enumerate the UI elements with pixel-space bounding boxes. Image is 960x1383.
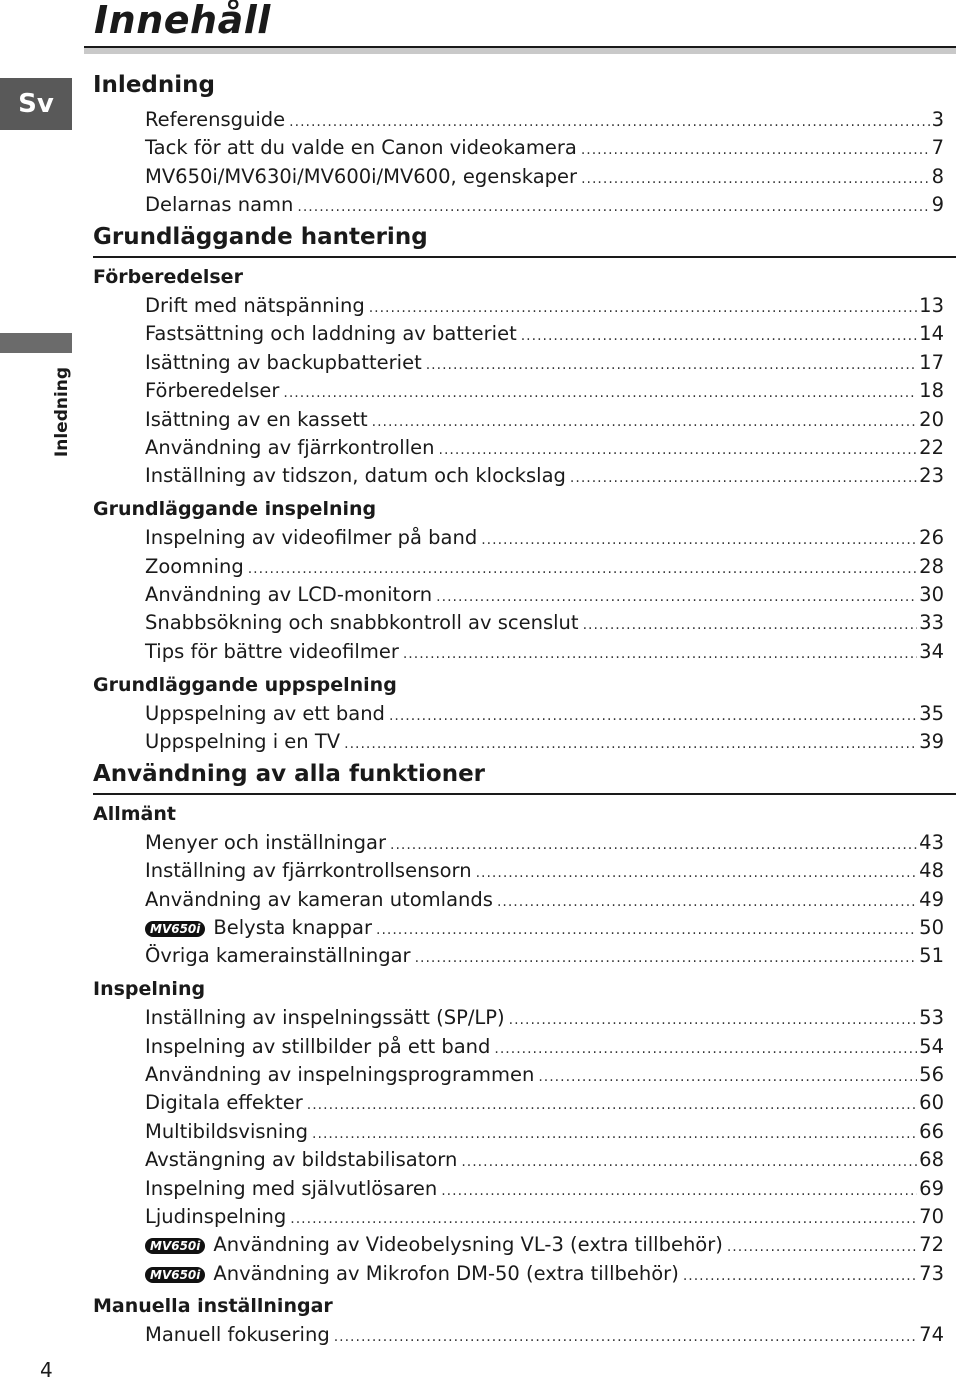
toc-entry-title: Inställning av fjärrkontrollsensorn xyxy=(145,859,472,882)
toc-entry-page-number: 17 xyxy=(919,351,944,374)
toc-entry[interactable] xyxy=(145,1203,944,1233)
dot-leader xyxy=(372,408,918,436)
dot-leader xyxy=(497,888,917,916)
toc-entry[interactable] xyxy=(145,1175,944,1205)
section-heading: Förberedelser xyxy=(93,266,243,288)
toc-entry-title: Användning av kameran utomlands xyxy=(145,888,493,911)
toc-entry-title: Användning av fjärrkontrollen xyxy=(145,436,435,459)
toc-entry-title: Avstängning av bildstabilisatorn xyxy=(145,1148,458,1171)
toc-entry[interactable] xyxy=(145,406,944,436)
chapter-heading: Grundläggande hantering xyxy=(93,224,428,250)
toc-entry-title: Tack för att du valde en Canon videokamera xyxy=(145,136,577,159)
toc-entry-title: Isättning av backupbatteriet xyxy=(145,351,422,374)
toc-entry[interactable] xyxy=(145,191,944,221)
toc-entry-page-number: 49 xyxy=(919,888,944,911)
toc-entry[interactable] xyxy=(145,292,944,322)
dot-leader xyxy=(426,351,917,379)
toc-entry[interactable] xyxy=(145,377,944,407)
toc-entry-title: Referensguide xyxy=(145,108,286,131)
dot-leader xyxy=(307,1091,917,1119)
toc-entry-page-number: 7 xyxy=(931,136,944,159)
toc-entry[interactable] xyxy=(145,728,944,758)
dot-leader xyxy=(476,859,918,887)
section-heading: Grundläggande inspelning xyxy=(93,498,377,520)
dot-leader xyxy=(389,702,917,730)
toc-entry-page-number: 13 xyxy=(919,294,944,317)
dot-leader xyxy=(403,640,917,668)
dot-leader xyxy=(283,379,917,407)
toc-entry-page-number: 22 xyxy=(919,436,944,459)
dot-leader xyxy=(461,1148,917,1176)
model-badge: MV650i xyxy=(145,921,205,937)
dot-leader xyxy=(583,611,918,639)
dot-leader xyxy=(344,730,917,758)
toc-entry-page-number: 18 xyxy=(919,379,944,402)
toc-entry[interactable] xyxy=(145,1321,944,1351)
toc-entry[interactable] xyxy=(145,163,944,193)
model-badge: MV650i xyxy=(145,1238,205,1254)
section-heading: Manuella inställningar xyxy=(93,1295,333,1317)
toc-entry-page-number: 3 xyxy=(931,108,944,131)
toc-entry-page-number: 56 xyxy=(919,1063,944,1086)
toc-entry-title: Fastsättning och laddning av batteriet xyxy=(145,322,517,345)
toc-entry-page-number: 73 xyxy=(919,1262,944,1285)
dot-leader xyxy=(376,916,917,944)
toc-entry[interactable] xyxy=(145,524,944,554)
dot-leader xyxy=(481,526,917,554)
toc-entry[interactable] xyxy=(145,700,944,730)
toc-entry[interactable] xyxy=(145,134,944,164)
toc-entry-title: Snabbsökning och snabbkontroll av scenslut xyxy=(145,611,579,634)
toc-entry-page-number: 34 xyxy=(919,640,944,663)
toc-entry-page-number: 28 xyxy=(919,555,944,578)
toc-entry-page-number: 48 xyxy=(919,859,944,882)
toc-entry[interactable] xyxy=(145,106,944,136)
chapter-rule xyxy=(93,793,956,795)
dot-leader xyxy=(439,436,918,464)
toc-entry-page-number: 70 xyxy=(919,1205,944,1228)
toc-entry-title: Inspelning av stillbilder på ett band xyxy=(145,1035,491,1058)
dot-leader xyxy=(290,1205,917,1233)
toc-entry-title: Övriga kamerainställningar xyxy=(145,944,411,967)
dot-leader xyxy=(436,583,917,611)
toc-entry[interactable] xyxy=(145,434,944,464)
toc-entry-page-number: 14 xyxy=(919,322,944,345)
dot-leader xyxy=(581,165,930,193)
toc-entry-title: Tips för bättre videofilmer xyxy=(145,640,399,663)
toc-entry-title: Inspelning av videofilmer på band xyxy=(145,526,478,549)
toc-entry[interactable] xyxy=(145,320,944,350)
toc-entry-page-number: 35 xyxy=(919,702,944,725)
toc-entry[interactable] xyxy=(145,462,944,492)
toc-entry[interactable] xyxy=(145,553,944,583)
toc-entry-title: Ljudinspelning xyxy=(145,1205,287,1228)
chapter-heading: Inledning xyxy=(93,72,215,98)
toc-entry[interactable] xyxy=(145,349,944,379)
section-heading: Inspelning xyxy=(93,978,206,1000)
dot-leader xyxy=(415,944,918,972)
model-badge: MV650i xyxy=(145,1267,205,1283)
toc-entry[interactable] xyxy=(145,609,944,639)
dot-leader xyxy=(509,1006,918,1034)
toc-entry-title: Drift med nätspänning xyxy=(145,294,365,317)
dot-leader xyxy=(727,1233,917,1261)
dot-leader xyxy=(369,294,917,322)
toc-entry-title: Manuell fokusering xyxy=(145,1323,330,1346)
toc-entry[interactable] xyxy=(145,1089,944,1119)
toc-entry-title: Användning av Mikrofon DM-50 (extra tillbehör) xyxy=(213,1262,679,1285)
toc-entry-title: Digitala effekter xyxy=(145,1091,303,1114)
dot-leader xyxy=(570,464,917,492)
side-chapter-label: Inledning xyxy=(52,366,72,458)
page-number: 4 xyxy=(40,1358,53,1382)
toc-entry-title: Multibildsvisning xyxy=(145,1120,309,1143)
language-tab: Sv xyxy=(0,78,72,130)
toc-entry-title: Användning av inspelningsprogrammen xyxy=(145,1063,535,1086)
toc-entry[interactable] xyxy=(145,1231,944,1261)
toc-entry-page-number: 20 xyxy=(919,408,944,431)
dot-leader xyxy=(521,322,917,350)
dot-leader xyxy=(581,136,930,164)
toc-entry-page-number: 60 xyxy=(919,1091,944,1114)
toc-entry-title: Uppspelning av ett band xyxy=(145,702,385,725)
dot-leader xyxy=(334,1323,917,1351)
toc-entry[interactable] xyxy=(145,829,944,859)
toc-entry-page-number: 23 xyxy=(919,464,944,487)
section-heading: Grundläggande uppspelning xyxy=(93,674,397,696)
toc-entry-page-number: 8 xyxy=(931,165,944,188)
toc-entry-title: Menyer och inställningar xyxy=(145,831,386,854)
chapter-rule xyxy=(93,256,956,258)
dot-leader xyxy=(312,1120,917,1148)
toc-entry[interactable] xyxy=(145,1004,944,1034)
toc-entry-page-number: 30 xyxy=(919,583,944,606)
toc-entry-page-number: 69 xyxy=(919,1177,944,1200)
toc-entry[interactable] xyxy=(145,1260,944,1290)
toc-entry-page-number: 33 xyxy=(919,611,944,634)
toc-entry-title: Användning av Videobelysning VL-3 (extra tillbehör) xyxy=(213,1233,723,1256)
dot-leader xyxy=(248,555,917,583)
toc-entry[interactable] xyxy=(145,914,944,944)
toc-entry-title: Isättning av en kassett xyxy=(145,408,368,431)
toc-entry-page-number: 74 xyxy=(919,1323,944,1346)
toc-entry-page-number: 43 xyxy=(919,831,944,854)
toc-entry-title: Zoomning xyxy=(145,555,244,578)
toc-entry-title: Uppspelning i en TV xyxy=(145,730,341,753)
toc-entry-page-number: 50 xyxy=(919,916,944,939)
toc-entry[interactable] xyxy=(145,1146,944,1176)
toc-entry-page-number: 54 xyxy=(919,1035,944,1058)
toc-entry-page-number: 26 xyxy=(919,526,944,549)
toc-entry[interactable] xyxy=(145,942,944,972)
dot-leader xyxy=(683,1262,917,1290)
toc-entry-title: Förberedelser xyxy=(145,379,280,402)
toc-entry-title: Inställning av inspelningssätt (SP/LP) xyxy=(145,1006,505,1029)
toc-entry[interactable] xyxy=(145,1033,944,1063)
toc-entry[interactable] xyxy=(145,1118,944,1148)
toc-entry-title: Inspelning med självutlösaren xyxy=(145,1177,438,1200)
toc-entry-title: Belysta knappar xyxy=(213,916,372,939)
page-title: Innehåll xyxy=(94,0,271,42)
toc-entry[interactable] xyxy=(145,1061,944,1091)
toc-entry-page-number: 68 xyxy=(919,1148,944,1171)
dot-leader xyxy=(538,1063,917,1091)
toc-entry[interactable] xyxy=(145,857,944,887)
toc-entry-page-number: 66 xyxy=(919,1120,944,1143)
toc-entry-page-number: 39 xyxy=(919,730,944,753)
toc-entry-title: Delarnas namn xyxy=(145,193,294,216)
toc-entry-page-number: 9 xyxy=(931,193,944,216)
toc-entry-page-number: 53 xyxy=(919,1006,944,1029)
dot-leader xyxy=(494,1035,917,1063)
toc-entry[interactable] xyxy=(145,638,944,668)
section-heading: Allmänt xyxy=(93,803,176,825)
toc-entry-title: Inställning av tidszon, datum och klockslag xyxy=(145,464,566,487)
dot-leader xyxy=(390,831,917,859)
toc-entry-page-number: 51 xyxy=(919,944,944,967)
dot-leader xyxy=(289,108,929,136)
dot-leader xyxy=(441,1177,917,1205)
toc-entry-title: MV650i/MV630i/MV600i/MV600, egenskaper xyxy=(145,165,578,188)
chapter-heading: Användning av alla funktioner xyxy=(93,761,486,787)
toc-entry-title: Användning av LCD-monitorn xyxy=(145,583,433,606)
toc-entry[interactable] xyxy=(145,581,944,611)
dot-leader xyxy=(297,193,929,221)
toc-entry[interactable] xyxy=(145,886,944,916)
toc-entry-page-number: 72 xyxy=(919,1233,944,1256)
